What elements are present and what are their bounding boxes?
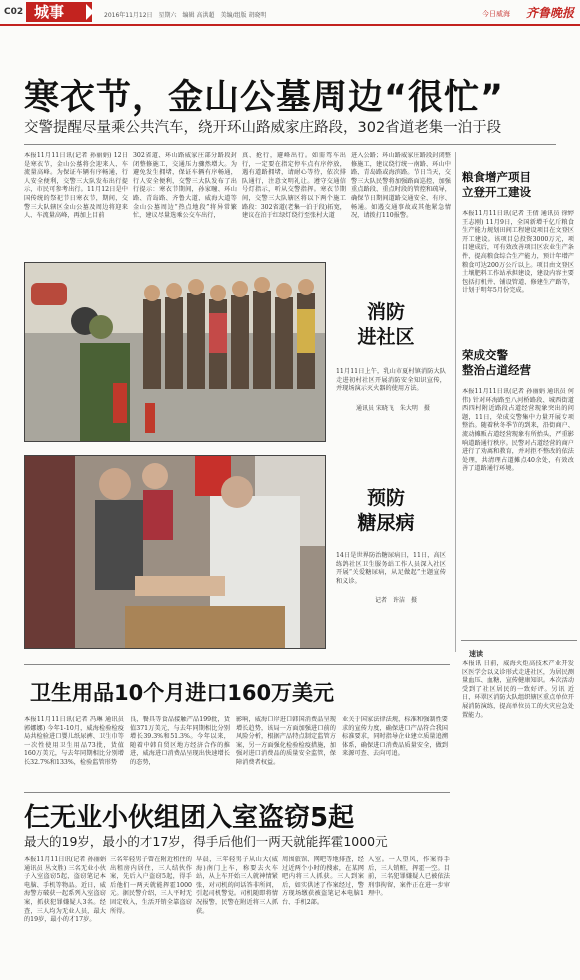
fire-title-line-2: 进社区 bbox=[357, 326, 415, 348]
lead-column-4: 进入公路；环山路威家庄路段封闭整修施工，建议绕行统一南路、环山中路、青岛路或海滨路。节日当天，交警三大队民警将加强路面巡控，加强重点路段、重点时段的管控和疏导，确保节日期间道路交通安全、有序、畅通。如遇交通事故或其他紧急情况，请拨打110报警。 bbox=[351, 152, 451, 220]
theft-column-3: 早晨，三年轻男子从山大(威海)南门上车，称要去火车站，从上车开始三人就神情紧张，对司机的问话答非所问，引起司机警觉。司机随即将情况报警，民警在附近将三人抓获。 bbox=[196, 856, 278, 915]
sidebar-story1-title-1: 粮食增产项目 bbox=[462, 170, 531, 184]
lead-subtitle: 交警提醒尽量乘公共汽车，绕开环山路威家庄路段，302省道老集一泊于段 bbox=[24, 120, 502, 136]
sidebar-story1-title bbox=[462, 170, 531, 200]
sidebar-brief-box bbox=[461, 640, 577, 658]
theft-rule bbox=[24, 792, 450, 793]
theft-column-4: 周围旅馆、网吧等地排查，经过近两个小时的搜索，在某网吧内将三人抓获。三人到案后，如实供述了作案经过，警方现场缴获被盗笔记本电脑1台、手机2部。 bbox=[282, 856, 364, 906]
section-arrow-icon bbox=[86, 4, 94, 20]
sidebar-story2-text: 本报11月11日讯(记者 孙丽娟 通讯员 何伟) 针对环海路至八河桥路段、城西街道西四村附近路段占道经营现象突出的问题，11日，荣成交警集中力量开展专项整治。随着秋冬季节的到来，沿街商户、流动摊贩占道经营现象有所抬头，严重影响道路通行秩序。民警对占道经营的商户进行了劝离和教育，并对拒不整改的依法处理，共清理占道摊点40余处，有效改善了道路通行环境。 bbox=[462, 388, 574, 473]
lead-column-3: 真、抢行，避峰出行。如需驾车出行，一定要在指定停车点有序停放，遇有道路拥堵，请耐心等待，依次排队通行，注意文明礼让。遵守交通信号灯指示，听从交警指挥。寒衣节期间，交警三大队辖区将以下两个施工路段：302省道(老集一泊于段)拓宽，建议在泊于红绿灯绕行至张村大道 bbox=[242, 152, 346, 220]
imports-column-2: 良，餐具等食品接触产品199批，货值371万美元，与去年同期相比分别增长39.3%和51.3%。今年以来，随着中韩自贸区地方经济合作的推进，威海进口消费品呈现出快速增长的态势， bbox=[130, 716, 230, 766]
fire-story-title bbox=[336, 300, 436, 350]
sidebar-story2-title-2: 整治占道经营 bbox=[462, 363, 531, 377]
sidebar-story1-text: 本报11月11日讯(记者 王倩 通讯员 徐婷 王志刚) 11月9日，全国新增千亿斤粮食生产能力规划田间工程建设项目在文登区开工建设。该项目总投资3000万元，项目建成后，可有效改善项目区农业生产条件，提高粮食综合生产能力，预计年增产粮食可达200万公斤以上。项目由文登区土壤肥料工作站承担建设，建设内容主要包括打机井、铺设管道、修建生产路等，计划于明年5月份完成。 bbox=[462, 210, 574, 295]
diabetes-credit: 记者 许洁 摄 bbox=[375, 597, 418, 604]
imports-rule bbox=[24, 664, 450, 665]
diabetes-story-title bbox=[336, 486, 436, 536]
section-title: 城事 bbox=[26, 2, 92, 22]
sidebar-story2-title bbox=[462, 348, 531, 378]
imports-column-1: 本报11月11日讯(记者 冯琳 通讯员 郭娜娜) 今年1-10月，威海检验检疫局共检验进口婴儿纸尿裤、卫生巾等一次性使用卫生用品73批，货值160万美元，与去年同期相比分别增长32.7%和133%，检验监管形势 bbox=[24, 716, 124, 766]
lead-column-2: 302省道、环山路威家庄部分路段封闭整修施工，交通压力骤然增大。为避免发生拥堵，保证车辆有序畅通，行人安全便利，交警三大队发布了出行提示：寒衣节期间，孙家疃、环山路、青岛路、齐鲁大道、威海大道等金山公墓周边“热点地段”将异常繁忙，建议尽量选乘公交车出行， bbox=[133, 152, 237, 220]
diabetes-photo-icon bbox=[25, 456, 325, 648]
theft-column-1: 本报11月11日讯(记者 孙丽娟 通讯员 丛文胜) 三名无业小伙子入室盗窃5起，盗窃笔记本电脑、手机等物品。近日，威海警方破获一起系列入室盗窃案，抓获犯罪嫌疑人3名。经查，三人均为无业人员，最大的19岁，最小的才17岁。 bbox=[24, 856, 106, 924]
brief-label: 速读 bbox=[469, 649, 483, 658]
page-header bbox=[0, 0, 580, 26]
sidebar-story2-title-1: 荣成交警 bbox=[462, 348, 508, 362]
lead-rule bbox=[24, 144, 556, 145]
imports-headline: 卫生用品10个月进口160万美元 bbox=[30, 681, 335, 705]
imports-column-3: 影响，威海口岸进口韩国消费品呈现增长趋势，该局一方面加强进口前的风险分析，根据产品特点制定监管方案，另一方面强化检验检疫措施，加强对进口消费品的质量安全监管，保障消费者权益。 bbox=[236, 716, 336, 766]
theft-column-2: 三名年轻男子曾在附近租住的出租房内居住，三人结伙作案，先后入户盗窃5起，得手后他们一两天就能挥霍1000元。据民警介绍，三人平时无固定收入，生活开销全靠盗窃所得。 bbox=[110, 856, 192, 915]
dateline: 2016年11月12日 星期六 编辑 高洪超 美编/组版 胡晓明 bbox=[104, 12, 267, 19]
sidebar-story1-title-2: 立登开工建设 bbox=[462, 185, 531, 199]
masthead-logo: 齐鲁晚报 bbox=[525, 6, 574, 20]
fire-title-line-1: 消防 bbox=[366, 301, 405, 323]
fire-caption: 11月11日上午，乳山市夏村镇消防大队走进初村社区开展消防安全知识宣传，并现场演示灭火器的使用方法。 bbox=[336, 368, 446, 393]
theft-column-5: 入室。一人望风，作案得手后，三人销赃，挥霍一空。目前，三名犯罪嫌疑人已被依法刑事拘留，案件正在进一步审理中。 bbox=[368, 856, 450, 898]
fire-credit: 通讯员 宋晓飞 朱大明 摄 bbox=[356, 405, 430, 412]
diabetes-caption: 14日是世界防治糖尿病日，11日，高区练鸽社区卫生服务站工作人员深入社区开展“关爱糖尿病，从足做起”主题宣传和义诊。 bbox=[336, 552, 446, 585]
sidebar-divider bbox=[455, 152, 456, 652]
photo-diabetes bbox=[24, 455, 326, 649]
theft-subtitle: 最大的19岁，最小的才17岁，得手后他们一两天就能挥霍1000元 bbox=[24, 834, 388, 849]
photo-fire-safety bbox=[24, 262, 326, 442]
diabetes-title-line-1: 预防 bbox=[366, 487, 405, 509]
paper-name: 今日威海 bbox=[482, 10, 510, 18]
lead-column-1: 本报11月11日讯(记者 孙丽娟) 12日是寒衣节，金山公墓将会迎来人、车流量高峰。为保证车辆有序畅通，行人安全便利，交警三大队发布出行提示，市民可参考出行。11月12日是中国传统的祭祀节日寒衣节，期间，交警三大队辖区金山公墓及周边将迎来人、车流量高峰，再加上目前 bbox=[24, 152, 128, 220]
theft-headline: 仨无业小伙组团入室盗窃5起 bbox=[24, 803, 355, 833]
imports-column-4: 业关于国家法律法规，标准和强制性要求的宣传力度，确保进口产品符合我国标准要求，同时指导企业建立质量追溯体系，确保进口消费品质量安全，做到来源可查、去向可追。 bbox=[342, 716, 448, 758]
sidebar-brief-text: 本报讯 日前，威海火炬高技术产业开发区医学会以义诊形式走进社区，为居民测量血压、血糖，宣传健康知识。本次活动受到了社区居民的一致好评。另讯 近日，环翠区消防大队组织辖区重点单位开展消防演练，提高单位员工的火灾应急处置能力。 bbox=[462, 660, 574, 719]
fire-safety-photo-icon bbox=[25, 263, 325, 441]
lead-headline: 寒衣节，金山公墓周边“很忙” bbox=[24, 78, 505, 118]
page-number: C02 bbox=[4, 7, 24, 17]
diabetes-title-line-2: 糖尿病 bbox=[357, 512, 415, 534]
